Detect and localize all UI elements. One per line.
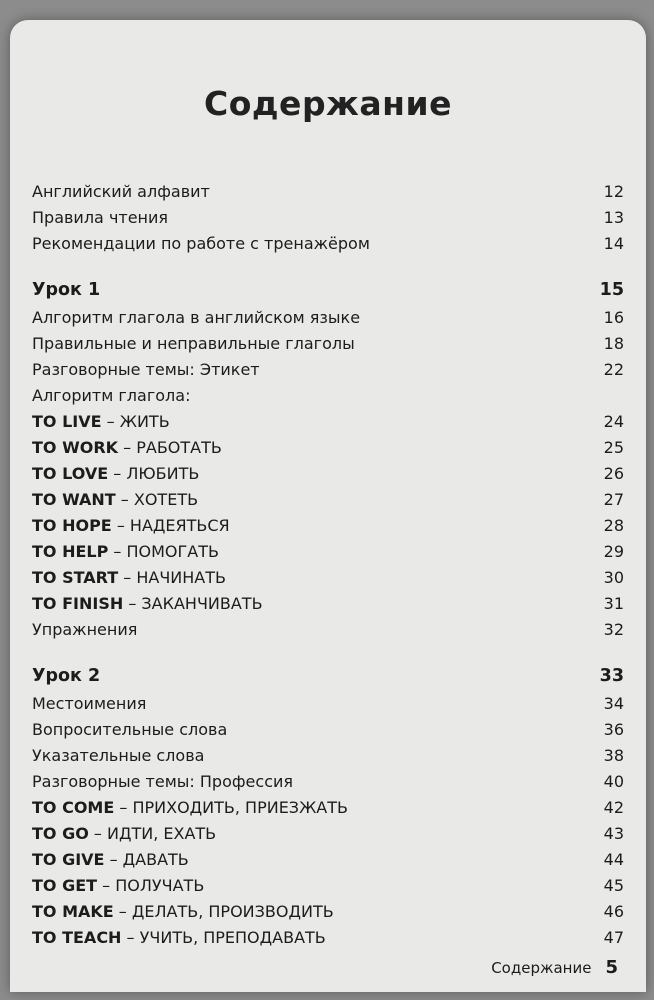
toc-entry-label: Разговорные темы: Этикет bbox=[32, 360, 260, 379]
toc-entry-label: – НАДЕЯТЬСЯ bbox=[111, 516, 230, 535]
toc-entry-page: 27 bbox=[603, 490, 624, 509]
toc-lesson-heading bbox=[32, 666, 624, 686]
toc-entry-page: 29 bbox=[603, 542, 624, 561]
toc-entry-title bbox=[32, 902, 334, 921]
toc-entry-title bbox=[32, 490, 198, 509]
toc-entry-title bbox=[32, 234, 370, 253]
toc-entry bbox=[32, 824, 624, 843]
toc-entry-verb: TO HOPE bbox=[32, 516, 112, 535]
toc-entry-title bbox=[32, 568, 226, 587]
toc-entry-label: – ЖИТЬ bbox=[101, 412, 170, 431]
toc-entry-label: – ДАВАТЬ bbox=[104, 850, 189, 869]
toc-entry-title bbox=[32, 620, 137, 639]
toc-entry-page: 31 bbox=[603, 594, 624, 613]
page-footer bbox=[491, 957, 618, 978]
toc-entry-title bbox=[32, 542, 219, 561]
toc-entry-label: Урок 2 bbox=[32, 666, 101, 686]
toc-entry-label: Английский алфавит bbox=[32, 182, 210, 201]
toc-entry bbox=[32, 464, 624, 483]
toc-entry-label: Правила чтения bbox=[32, 208, 169, 227]
toc-entry-label: Урок 1 bbox=[32, 280, 101, 300]
toc-entry-title bbox=[32, 280, 100, 300]
toc-entry bbox=[32, 386, 624, 405]
toc-entry-title bbox=[32, 772, 293, 791]
toc-entry bbox=[32, 876, 624, 895]
toc-entry-verb: TO START bbox=[32, 568, 119, 587]
toc-entry-page: 45 bbox=[603, 876, 624, 895]
toc-entry-title bbox=[32, 720, 227, 739]
toc-entry-label: Местоимения bbox=[32, 694, 147, 713]
toc-entry-title bbox=[32, 746, 204, 765]
page-title: Содержание bbox=[204, 84, 452, 123]
toc-entry-title bbox=[32, 308, 360, 327]
toc-entry-title bbox=[32, 464, 199, 483]
toc-entry-page: 12 bbox=[603, 182, 624, 201]
toc-entry-verb: TO FINISH bbox=[32, 594, 124, 613]
toc-entry-page: 36 bbox=[603, 720, 624, 739]
toc-entry-verb: TO LIVE bbox=[32, 412, 102, 431]
toc-entry bbox=[32, 772, 624, 791]
toc-entry-title bbox=[32, 516, 230, 535]
toc-entry-label: – НАЧИНАТЬ bbox=[118, 568, 226, 587]
toc-entry bbox=[32, 208, 624, 227]
toc-entry-page: 13 bbox=[603, 208, 624, 227]
toc-entry-label: Вопросительные слова bbox=[32, 720, 228, 739]
toc-entry-verb: TO WANT bbox=[32, 490, 116, 509]
footer-section: Содержание bbox=[491, 959, 592, 977]
toc-entry bbox=[32, 928, 624, 947]
toc-entry-label: – ХОТЕТЬ bbox=[115, 490, 199, 509]
toc-entry bbox=[32, 182, 624, 201]
toc-entry-title bbox=[32, 438, 222, 457]
toc-entry-title bbox=[32, 694, 146, 713]
toc-entry bbox=[32, 594, 624, 613]
toc-entry-label: Рекомендации по работе с тренажёром bbox=[32, 234, 370, 253]
toc-entry-page: 28 bbox=[603, 516, 624, 535]
toc-entry-label: – ЗАКАНЧИВАТЬ bbox=[123, 594, 263, 613]
toc-entry-page: 33 bbox=[599, 666, 624, 686]
toc-entry-label: – ДЕЛАТЬ, ПРОИЗВОДИТЬ bbox=[113, 902, 334, 921]
toc-entry-verb: TO GIVE bbox=[32, 850, 105, 869]
toc-entry-page: 22 bbox=[603, 360, 624, 379]
toc-entry-verb: TO LOVE bbox=[32, 464, 109, 483]
toc-entry-verb: TO HELP bbox=[32, 542, 109, 561]
toc-entry-title bbox=[32, 386, 190, 405]
toc-entry-label: – УЧИТЬ, ПРЕПОДАВАТЬ bbox=[121, 928, 326, 947]
toc-entry-page: 25 bbox=[603, 438, 624, 457]
toc-entry bbox=[32, 516, 624, 535]
toc-entry-label: – ИДТИ, ЕХАТЬ bbox=[88, 824, 217, 843]
toc-entry-title bbox=[32, 850, 189, 869]
toc-entry-label: – ПРИХОДИТЬ, ПРИЕЗЖАТЬ bbox=[114, 798, 348, 817]
toc-entry bbox=[32, 490, 624, 509]
toc-entry-verb: TO GET bbox=[32, 876, 98, 895]
toc-entry bbox=[32, 412, 624, 431]
toc-entry-page: 34 bbox=[603, 694, 624, 713]
toc-entry-page: 26 bbox=[603, 464, 624, 483]
toc-entry-label: – ПОМОГАТЬ bbox=[108, 542, 219, 561]
toc-entry bbox=[32, 360, 624, 379]
toc-entry-page: 15 bbox=[599, 280, 624, 300]
toc-entry-title bbox=[32, 876, 204, 895]
toc-entry-verb: TO MAKE bbox=[32, 902, 114, 921]
toc-entry bbox=[32, 746, 624, 765]
toc-entry bbox=[32, 334, 624, 353]
toc-entry-label: Указательные слова bbox=[32, 746, 205, 765]
footer-page-number: 5 bbox=[605, 957, 618, 978]
toc-entry-page: 14 bbox=[603, 234, 624, 253]
toc-entry bbox=[32, 798, 624, 817]
toc-entry-page: 18 bbox=[603, 334, 624, 353]
toc-entry-label: Алгоритм глагола: bbox=[32, 386, 191, 405]
toc-entry bbox=[32, 694, 624, 713]
toc-entry-title bbox=[32, 798, 348, 817]
toc-entry-title bbox=[32, 182, 210, 201]
toc-entry-verb: TO GO bbox=[32, 824, 89, 843]
toc-entry-page: 24 bbox=[603, 412, 624, 431]
toc-entry-page: 40 bbox=[603, 772, 624, 791]
toc-entry-title bbox=[32, 594, 263, 613]
toc-entry-label: Алгоритм глагола в английском языке bbox=[32, 308, 361, 327]
toc-entry-page: 47 bbox=[603, 928, 624, 947]
toc-entry bbox=[32, 720, 624, 739]
toc-entry-verb: TO COME bbox=[32, 798, 115, 817]
toc-entry-page: 30 bbox=[603, 568, 624, 587]
toc-entry-page: 43 bbox=[603, 824, 624, 843]
toc-entry-label: – РАБОТАТЬ bbox=[118, 438, 222, 457]
toc-entry-page: 42 bbox=[603, 798, 624, 817]
book-page bbox=[10, 20, 646, 992]
toc-entry-title bbox=[32, 334, 355, 353]
toc-entry-label: Правильные и неправильные глаголы bbox=[32, 334, 355, 353]
toc-entry-verb: TO TEACH bbox=[32, 928, 122, 947]
toc-entry-title bbox=[32, 412, 170, 431]
toc-entry-page: 32 bbox=[603, 620, 624, 639]
toc-entry bbox=[32, 620, 624, 639]
toc-entry-page: 38 bbox=[603, 746, 624, 765]
toc-entry bbox=[32, 850, 624, 869]
toc-entry-page: 44 bbox=[603, 850, 624, 869]
toc-entry-title bbox=[32, 360, 260, 379]
toc-entry bbox=[32, 568, 624, 587]
toc-lesson-heading bbox=[32, 280, 624, 300]
toc-entry-label: Упражнения bbox=[32, 620, 138, 639]
toc-entry-verb: TO WORK bbox=[32, 438, 119, 457]
toc-entry-label: – ЛЮБИТЬ bbox=[108, 464, 200, 483]
toc-entry-title bbox=[32, 208, 168, 227]
toc-entry-label: Разговорные темы: Профессия bbox=[32, 772, 294, 791]
toc-entry-page: 46 bbox=[603, 902, 624, 921]
toc-entry bbox=[32, 438, 624, 457]
toc-entry-page: 16 bbox=[603, 308, 624, 327]
toc-entry bbox=[32, 542, 624, 561]
toc-entry bbox=[32, 234, 624, 253]
toc-entry-title bbox=[32, 666, 100, 686]
toc-entry-label: – ПОЛУЧАТЬ bbox=[97, 876, 205, 895]
toc-entry bbox=[32, 902, 624, 921]
toc-entry bbox=[32, 308, 624, 327]
toc-entry-title bbox=[32, 824, 216, 843]
toc-entry-title bbox=[32, 928, 326, 947]
